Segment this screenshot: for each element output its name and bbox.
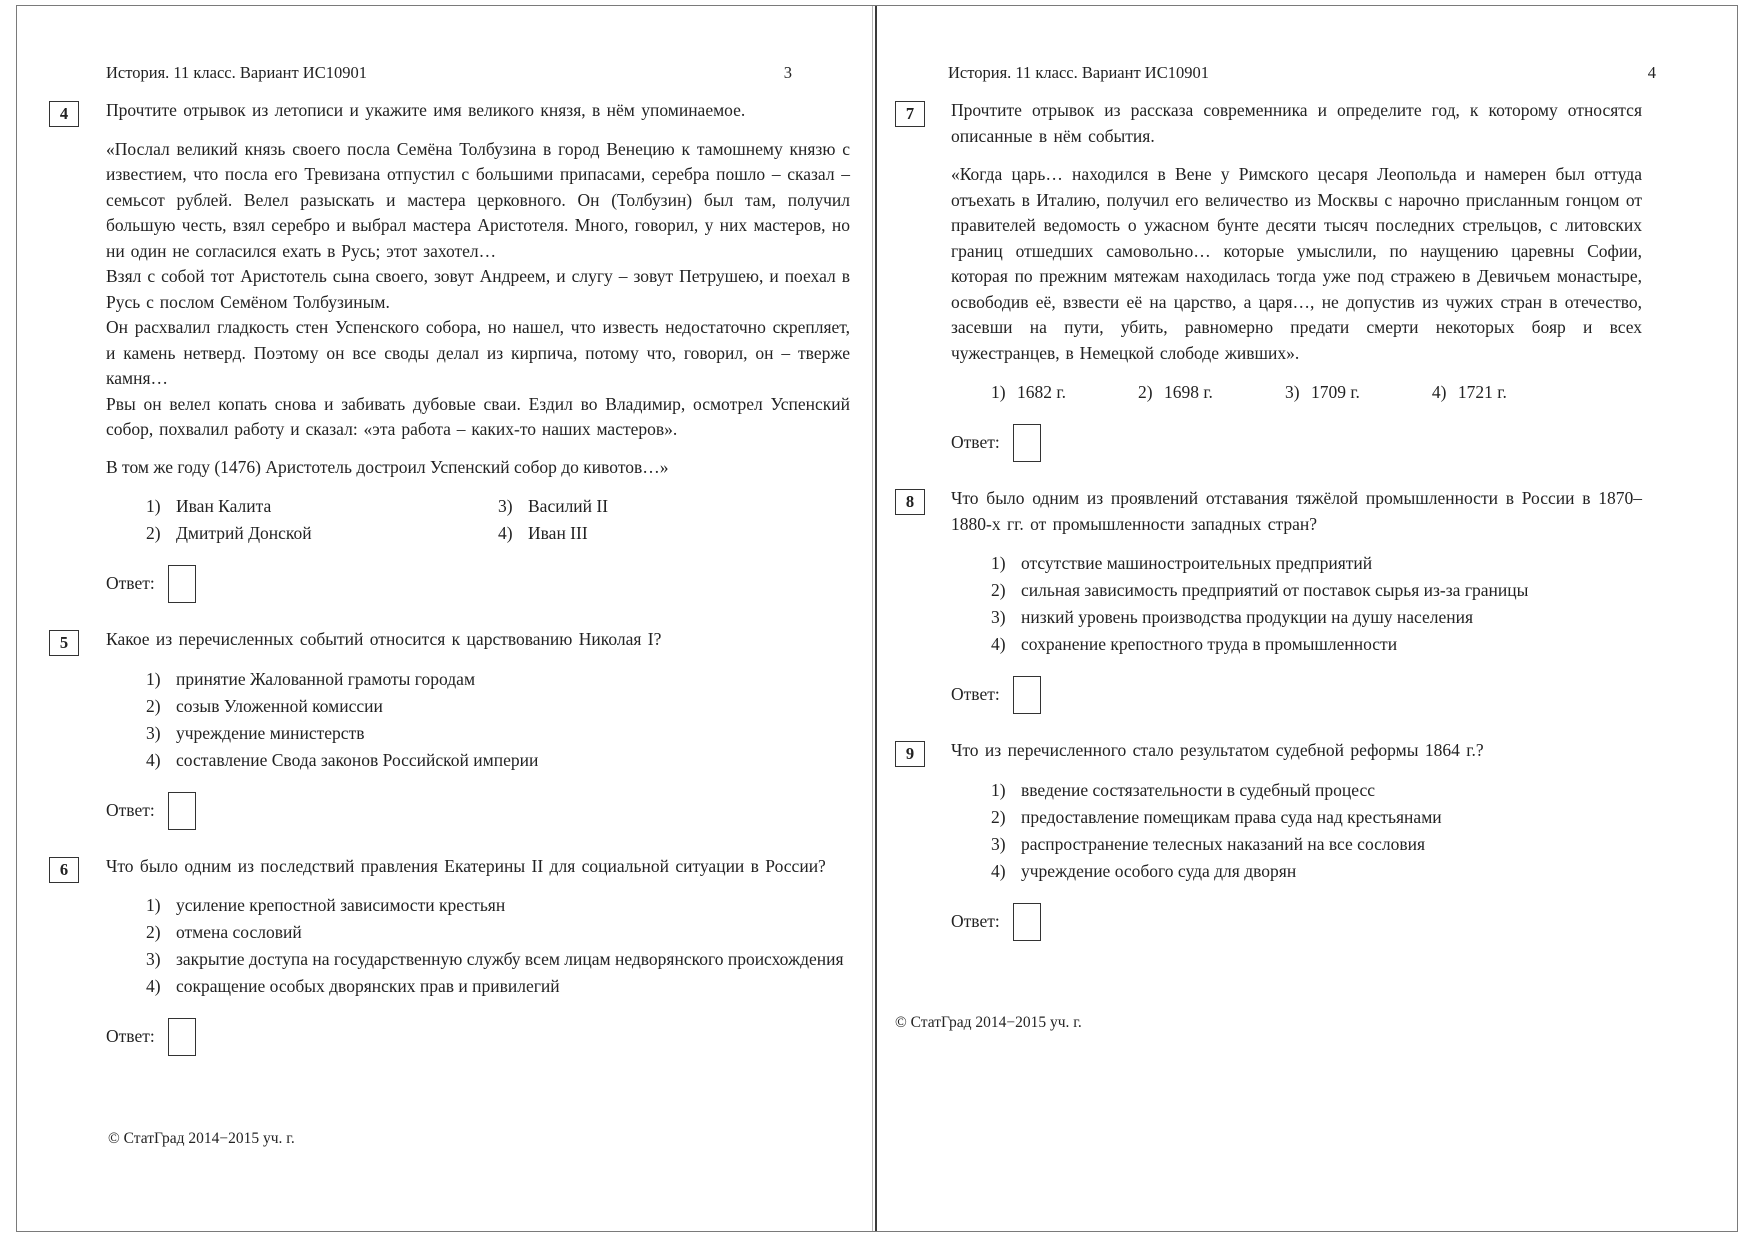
option-text: Василий II (528, 496, 609, 516)
page-divider-line (875, 6, 877, 1231)
page-header (948, 62, 1656, 83)
option-1 (146, 892, 850, 919)
question-8 (895, 486, 1642, 714)
option-1 (991, 379, 1066, 406)
option-text: 1709 г. (1310, 382, 1360, 402)
answer-label: Ответ: (951, 684, 1000, 705)
option-number: 2) (991, 580, 1006, 600)
option-number: 2) (146, 695, 161, 716)
option-text: учреждение министерств (176, 722, 365, 743)
answer-box (1013, 424, 1041, 462)
option-text: учреждение особого суда для дворян (1021, 860, 1297, 881)
passage-closing-line: В том же году (1476) Аристотель достроил Успенский собор до кивотов…» (106, 456, 669, 477)
page-number: 4 (1647, 63, 1656, 82)
passage-paragraph: «Когда царь… находился в Вене у Римского цесаря Леопольда и намерен был оттуда отъехать в Италию, получил его величество из Москвы с нарочно присланным гонцом от правителей ведомость о ужасном бунте десяти тысяч последних стрельцов, с литовских границ отшедших самовольно… которые умыслили, по наущению царевны Софии, которая по прежним мятежам находилась тогда уже под стражею в Девичьем монастыре, освободив её, взвести её на царство, а царя…, не допустив из чужих стран в отечество, засевши на пути, убить, равномерно предати смерти некоторых бояр и всех чужестранцев, в Немецкой слободе живших». (951, 164, 1642, 363)
option-1 (991, 777, 1642, 804)
question-7 (895, 98, 1642, 462)
option-text: закрытие доступа на государственную службу всем лицам недворянского происхождения (176, 949, 844, 969)
option-number: 4) (991, 634, 1006, 654)
question-body (106, 627, 850, 830)
option-text: распространение телесных наказаний на все сословия (1021, 833, 1426, 854)
answer-box (1013, 676, 1041, 714)
option-text: усиление крепостной зависимости крестьян (176, 895, 506, 915)
option-2 (146, 693, 850, 720)
question-number-box (895, 101, 925, 127)
option-text: Иван Калита (176, 496, 272, 516)
option-number: 1) (146, 668, 161, 689)
option-number: 3) (991, 833, 1006, 854)
option-text: введение состязательности в судебный процесс (1021, 779, 1375, 800)
option-number: 3) (991, 607, 1006, 627)
option-3 (1285, 379, 1360, 406)
passage-paragraph: Он расхвалил гладкость стен Успенского собора, но нашел, что известь недостаточно скрепляет, и камень нетверд. Поэтому он все своды делал из кирпича, потому что, говорил, он – тверже камня… (106, 317, 850, 388)
answer-row (951, 424, 1642, 462)
option-3 (146, 720, 850, 747)
page-number: 3 (783, 63, 792, 82)
option-number: 1) (146, 895, 161, 915)
option-number: 3) (1284, 382, 1300, 402)
answer-label: Ответ: (106, 573, 155, 594)
question-prompt: Что было одним из проявлений отставания тяжёлой промышленности в России в 1870–1880-х гг. от промышленности западных стран? (951, 488, 1642, 534)
answer-row (951, 903, 1642, 941)
passage-paragraph: Взял с собой тот Аристотель сына своего, зовут Андреем, и слугу – зовут Петрушею, и поехал в Русь с послом Семёном Толбузиным. (106, 266, 850, 312)
option-number: 4) (146, 976, 161, 996)
option-number: 3) (146, 722, 161, 743)
option-number: 1) (991, 779, 1006, 800)
question-prompt: Что было одним из последствий правления Екатерины II для социальной ситуации в России? (106, 855, 826, 876)
option-text: составление Свода законов Российской империи (176, 749, 539, 770)
option-4 (1432, 379, 1507, 406)
option-text: сохранение крепостного труда в промышленности (1021, 634, 1398, 654)
option-text: созыв Уложенной комиссии (176, 695, 383, 716)
option-number: 4) (146, 749, 161, 770)
option-4 (498, 520, 850, 547)
answer-row (951, 676, 1642, 714)
option-text: сокращение особых дворянских прав и привилегий (176, 976, 560, 996)
question-number: 9 (905, 744, 915, 763)
question-number-box (49, 630, 79, 656)
option-1 (991, 550, 1642, 577)
header-title: История. 11 класс. Вариант ИС10901 (948, 63, 1209, 82)
answer-row (106, 792, 850, 830)
option-2 (146, 919, 850, 946)
option-number: 1) (991, 553, 1006, 573)
question-prompt: Что из перечисленного стало результатом судебной реформы 1864 г.? (951, 740, 1484, 760)
source-passage (106, 137, 850, 443)
question-prompt: Какое из перечисленных событий относится к царствованию Николая I? (106, 629, 662, 649)
question-body (951, 486, 1642, 714)
answer-label: Ответ: (106, 799, 155, 820)
option-number: 1) (146, 496, 161, 516)
option-text: низкий уровень производства продукции на душу населения (1021, 607, 1474, 627)
options-list (991, 550, 1642, 658)
option-number: 3) (498, 496, 513, 516)
option-text: 1721 г. (1457, 382, 1507, 402)
question-number-box (49, 857, 79, 883)
option-text: отмена сословий (176, 922, 302, 942)
option-text: сильная зависимость предприятий от поставок сырья из-за границы (1021, 580, 1529, 600)
option-number: 4) (1431, 382, 1447, 402)
answer-label: Ответ: (951, 432, 1000, 453)
option-text: Иван III (528, 523, 588, 543)
option-1 (146, 666, 850, 693)
header-title: История. 11 класс. Вариант ИС10901 (106, 63, 367, 82)
page-left (17, 6, 872, 1232)
option-4 (146, 747, 850, 774)
options-list (991, 777, 1642, 885)
question-9 (895, 738, 1642, 941)
option-2 (1138, 379, 1213, 406)
question-number-box (49, 101, 79, 127)
option-1 (146, 493, 498, 520)
option-number: 2) (146, 922, 161, 942)
option-text: предоставление помещикам права суда над крестьянами (1021, 806, 1442, 827)
option-number: 1) (991, 382, 1006, 402)
option-number: 2) (146, 523, 161, 543)
option-text: отсутствие машиностроительных предприятий (1021, 553, 1373, 573)
question-5 (49, 627, 850, 830)
question-number: 8 (905, 492, 915, 511)
option-number: 3) (146, 949, 161, 969)
passage-paragraph: Рвы он велел копать снова и забивать дубовые сваи. Ездил во Владимир, осмотрел Успенский собор, похвалил работу и сказал: «эта работа – каких-то наших мастеров». (106, 393, 850, 439)
question-prompt: Прочтите отрывок из летописи и укажите имя великого князя, в нём упоминаемое. (106, 100, 746, 120)
option-text: 1698 г. (1163, 382, 1213, 402)
option-number: 2) (991, 806, 1006, 827)
option-text: 1682 г. (1017, 382, 1066, 402)
page-right (879, 6, 1737, 1232)
options-list (146, 892, 850, 1000)
answer-label: Ответ: (951, 910, 1000, 931)
question-number: 6 (59, 859, 69, 879)
passage-paragraph: «Послал великий князь своего посла Семёна Толбузина в город Венецию к тамошнему князю с известием, что посла его Тревизана отпустил с большими припасами, серебра пошло – сказал – семьсот рублей. Велел разыскать и мастера церковного. Он (Толбузин) был там, получил большую честь, взял серебро и выбрал мастера Аристотеля. Много, говорил, у них мастеров, но ни один не согласился ехать в Русь; этот захотел… (106, 138, 850, 261)
option-text: Дмитрий Донской (176, 523, 312, 543)
question-body (951, 738, 1642, 941)
answer-row (106, 565, 850, 603)
answer-label: Ответ: (106, 1026, 155, 1047)
question-number: 5 (59, 633, 69, 652)
page-header (106, 62, 792, 83)
option-2 (991, 577, 1642, 604)
option-3 (498, 493, 850, 520)
options-list (146, 493, 850, 547)
option-text: принятие Жалованной грамоты городам (176, 668, 476, 689)
option-3 (991, 831, 1642, 858)
option-2 (991, 804, 1642, 831)
option-number: 2) (1137, 382, 1153, 402)
source-passage (951, 162, 1642, 366)
options-list (146, 666, 850, 774)
question-prompt: Прочтите отрывок из рассказа современника и определите год, к которому относятся описанные в нём события. (951, 100, 1642, 146)
page-fold-shadow (872, 6, 873, 1231)
question-4 (49, 98, 850, 603)
answer-row (106, 1018, 850, 1056)
answer-box (168, 565, 196, 603)
question-body (106, 98, 850, 603)
option-2 (146, 520, 498, 547)
answer-box (168, 1018, 196, 1056)
question-number-box (895, 741, 925, 767)
question-6 (49, 854, 850, 1057)
option-3 (146, 946, 850, 973)
option-number: 4) (991, 860, 1006, 881)
option-number: 4) (498, 523, 513, 543)
question-number: 4 (59, 104, 69, 123)
page-footer: © СтатГрад 2014−2015 уч. г. (108, 1130, 295, 1147)
answer-box (1013, 903, 1041, 941)
option-3 (991, 604, 1642, 631)
option-4 (991, 631, 1642, 658)
question-number: 7 (905, 104, 915, 123)
answer-box (168, 792, 196, 830)
question-body (106, 854, 850, 1057)
option-4 (146, 973, 850, 1000)
question-body (951, 98, 1642, 462)
question-number-box (895, 489, 925, 515)
page-footer: © СтатГрад 2014−2015 уч. г. (895, 1014, 1082, 1031)
options-list (991, 379, 1642, 406)
option-4 (991, 858, 1642, 885)
